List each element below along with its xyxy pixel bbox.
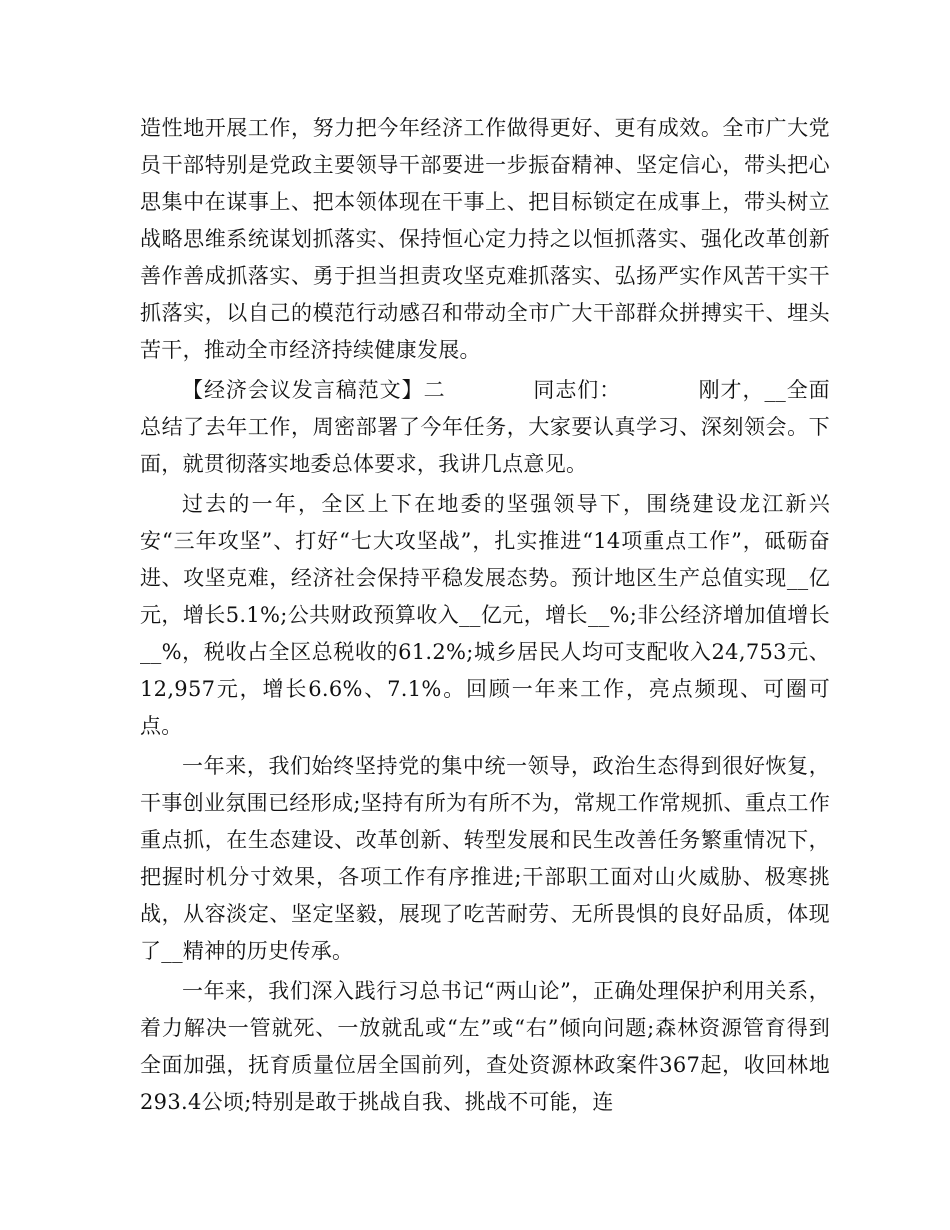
paragraph-5: 一年来，我们深入践行习总书记“两山论”，正确处理保护利用关系，着力解决一管就死、一放就乱或“左”或“右”倾向问题;森林资源管育得到全面加强，抚育质量位居全国前列，查处资源林政案件367起，收回林地293.4公顷;特别是敢于挑战自我、挑战不可能，连 (140, 979, 830, 1114)
paragraph-4: 一年来，我们始终坚持党的集中统一领导，政治生态得到很好恢复，干事创业氛围已经形成;坚持有所为有所不为，常规工作常规抓、重点工作重点抓，在生态建设、改革创新、转型发展和民生改善任务繁重情况下，把握时机分寸效果，各项工作有序推进;干部职工面对山火威胁、极寒挑战，从容淡定、坚定坚毅，展现了吃苦耐劳、无所畏惧的良好品质，体现了__精神的历史传承。 (140, 754, 830, 963)
document-body (140, 110, 830, 1124)
paragraph-2: 【经济会议发言稿范文】二 同志们： 刚才，__全面总结了去年工作，周密部署了今年任务，大家要认真学习、深刻领会。下面，就贯彻落实地委总体要求，我讲几点意见。 (140, 378, 830, 476)
paragraph-3: 过去的一年，全区上下在地委的坚强领导下，围绕建设龙江新兴安“三年攻坚”、打好“七大攻坚战”，扎实推进“14项重点工作”，砥砺奋进、攻坚克难，经济社会保持平稳发展态势。预计地区生产总值实现__亿元，增长5.1%;公共财政预算收入__亿元，增长__%;非公经济增加值增长__%，税收占全区总税收的61.2%;城乡居民人均可支配收入24,753元、12,957元，增长6.6%、7.1%。回顾一年来工作，亮点频现、可圈可点。 (140, 492, 830, 738)
paragraph-1: 造性地开展工作，努力把今年经济工作做得更好、更有成效。全市广大党员干部特别是党政主要领导干部要进一步振奋精神、坚定信心，带头把心思集中在谋事上、把本领体现在干事上、把目标锁定在成事上，带头树立战略思维系统谋划抓落实、保持恒心定力持之以恒抓落实、强化改革创新善作善成抓落实、勇于担当担责攻坚克难抓落实、弘扬严实作风苦干实干抓落实，以自己的模范行动感召和带动全市广大干部群众拼搏实干、埋头苦干，推动全市经济持续健康发展。 (140, 116, 830, 362)
